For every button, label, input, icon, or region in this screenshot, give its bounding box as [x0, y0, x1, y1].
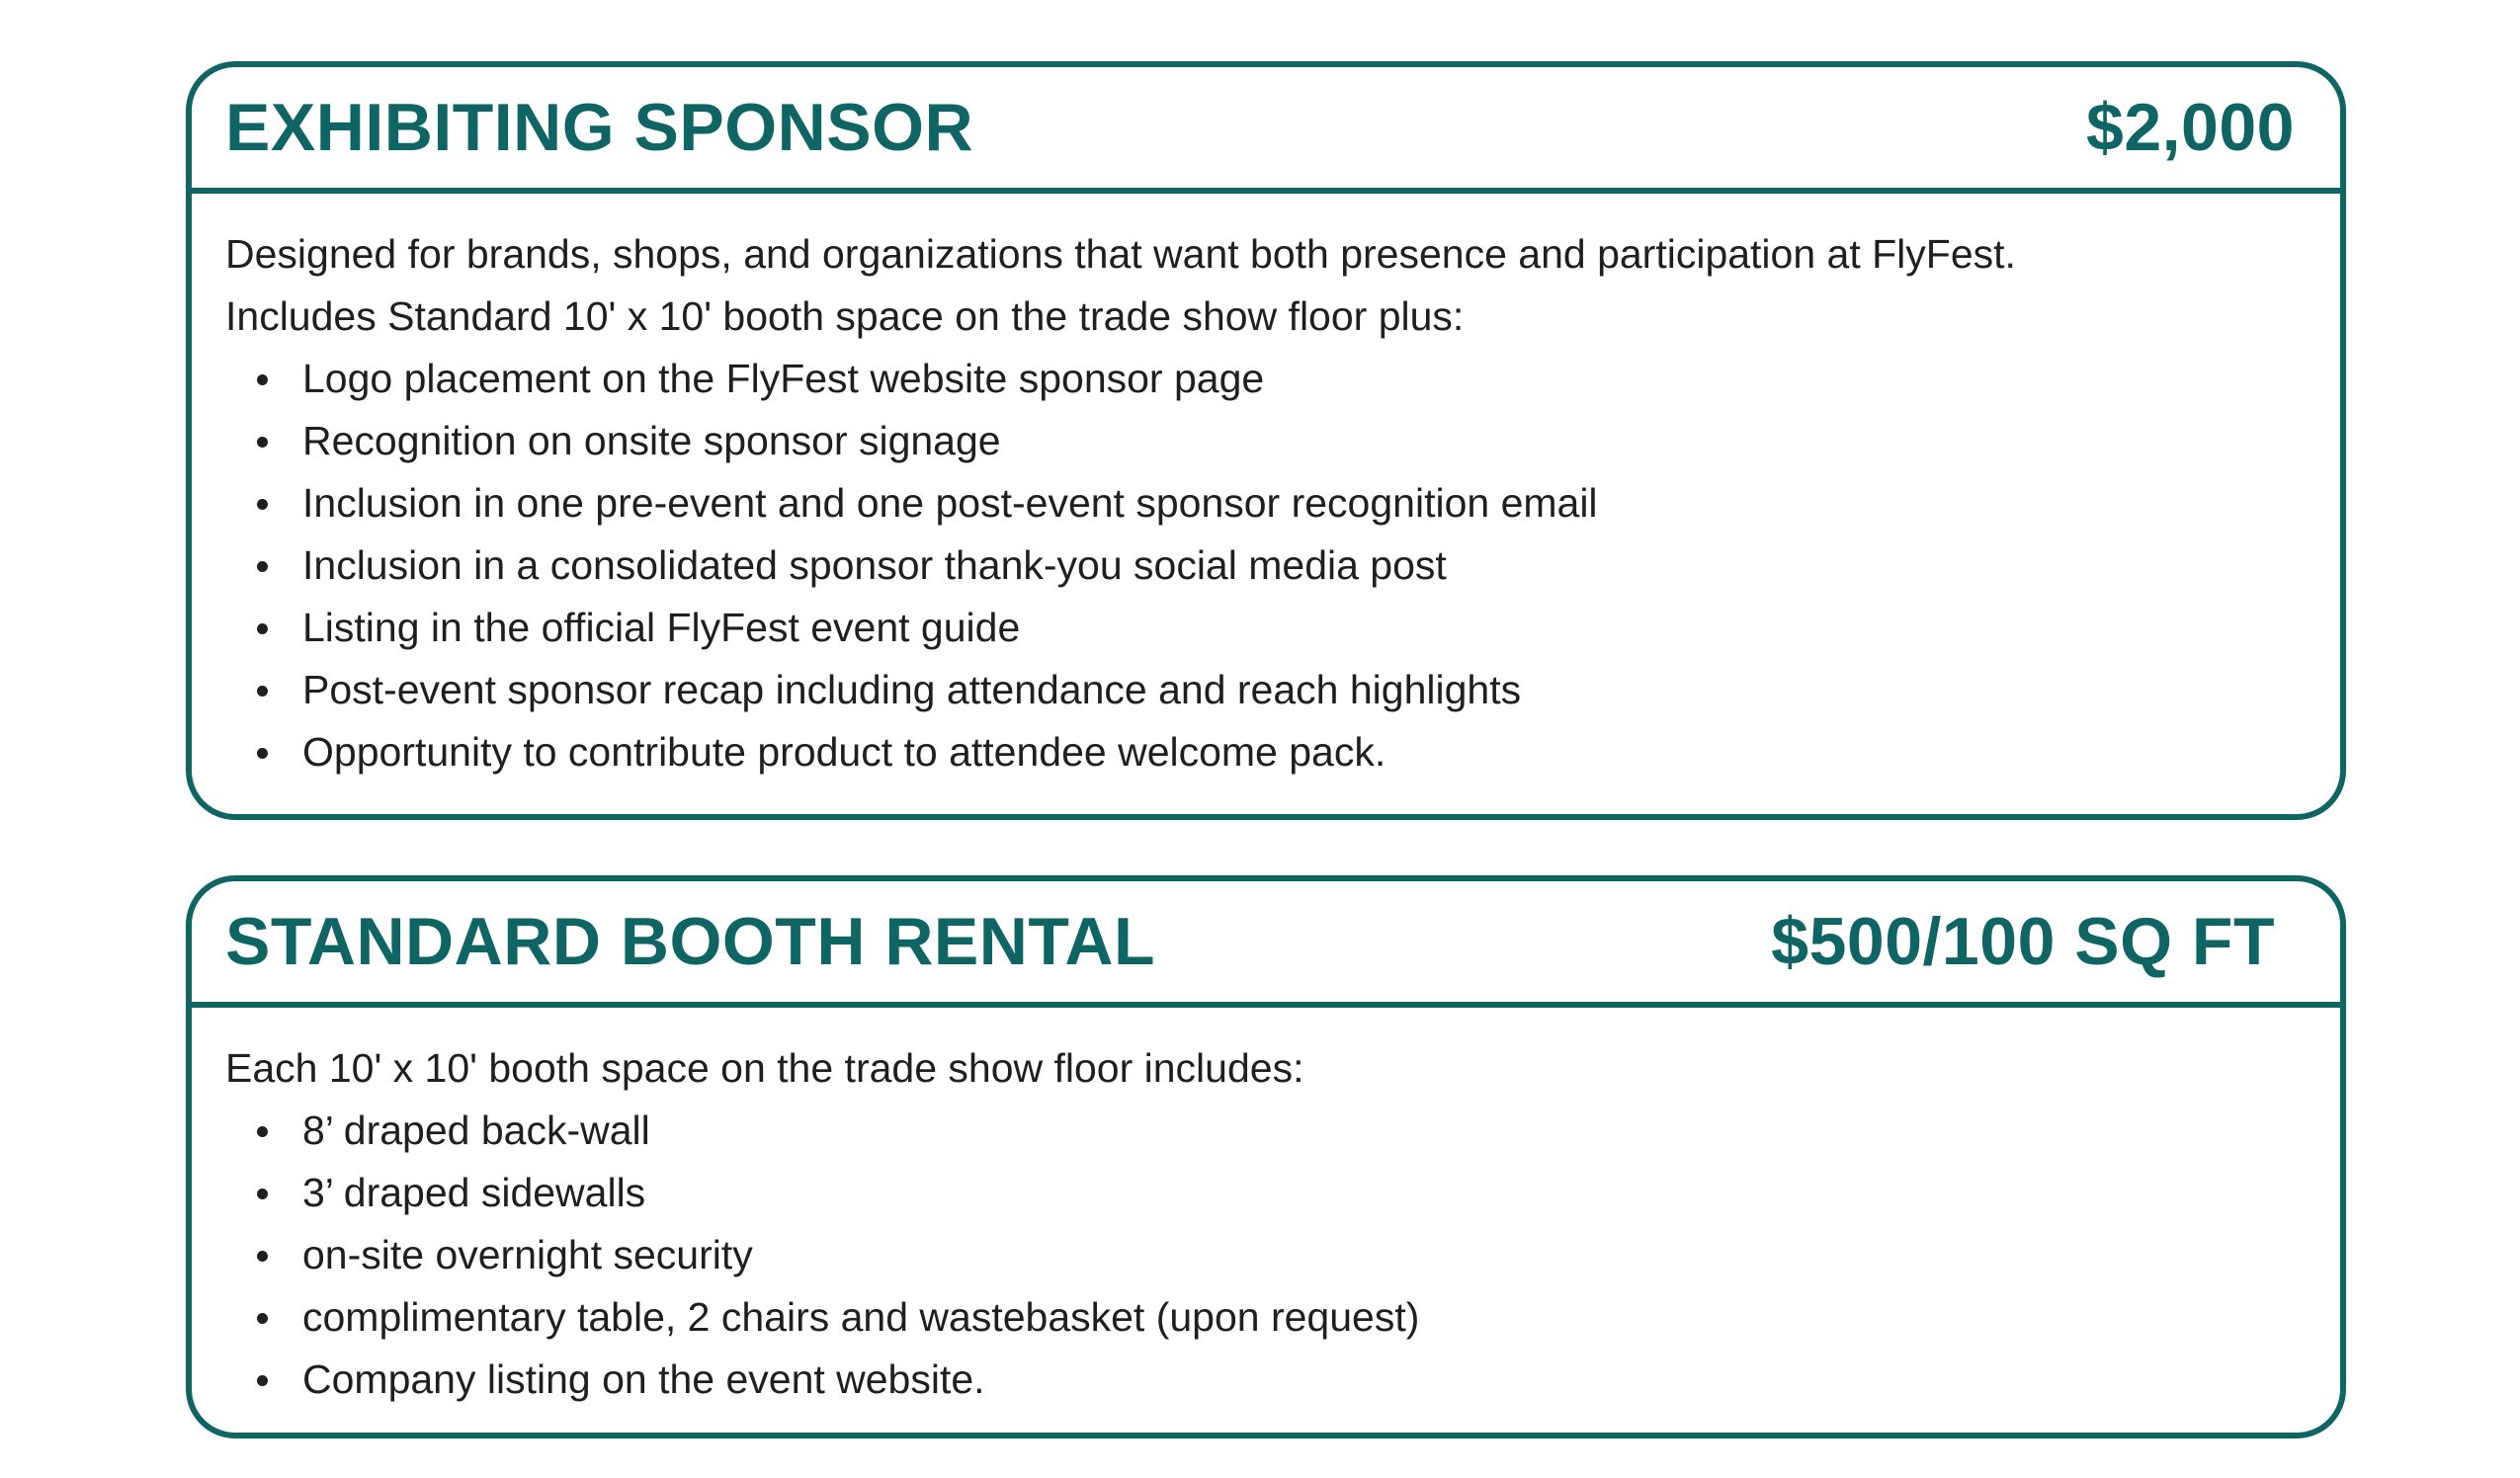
list-item-text: Inclusion in a consolidated sponsor thank-you social media post: [302, 542, 1447, 588]
card-price: $500/100 SQ FT: [1771, 904, 2275, 979]
card-price: $2,000: [2086, 90, 2295, 165]
list-item-text: 8’ draped back-wall: [302, 1108, 650, 1153]
bullet-icon: [257, 1189, 268, 1199]
bullet-icon: [257, 1313, 268, 1324]
bullet-icon: [257, 748, 268, 759]
bullet-icon: [257, 374, 268, 385]
bullet-icon: [257, 686, 268, 697]
list-item-text: Post-event sponsor recap including attendance and reach highlights: [302, 667, 1522, 712]
list-item: [225, 1349, 2301, 1411]
list-item-text: Recognition on onsite sponsor signage: [302, 418, 1001, 463]
list-item: [225, 659, 2301, 721]
list-item: [225, 1100, 2301, 1162]
list-item-text: Inclusion in one pre-event and one post-event sponsor recognition email: [302, 480, 1598, 526]
card-body: [225, 223, 2301, 783]
standard-booth-rental-card: [186, 875, 2346, 1438]
list-item-text: 3’ draped sidewalls: [302, 1170, 646, 1215]
bullet-icon: [257, 1126, 268, 1137]
inclusions-list: [225, 1100, 2301, 1411]
list-item: [225, 472, 2301, 534]
list-item: [225, 1162, 2301, 1224]
list-item-text: on-site overnight security: [302, 1232, 753, 1277]
bullet-icon: [257, 623, 268, 634]
bullet-icon: [257, 561, 268, 572]
list-item: [225, 410, 2301, 472]
list-item: [225, 534, 2301, 597]
list-item: [225, 597, 2301, 659]
list-item: [225, 721, 2301, 783]
list-item-text: complimentary table, 2 chairs and wastebasket (upon request): [302, 1294, 1420, 1340]
bullet-icon: [257, 1251, 268, 1262]
bullet-icon: [257, 499, 268, 510]
benefits-list: [225, 348, 2301, 783]
card-body: [225, 1037, 2301, 1411]
exhibiting-sponsor-card: [186, 61, 2346, 820]
list-item-text: Opportunity to contribute product to attendee welcome pack.: [302, 729, 1386, 775]
card-header: [192, 881, 2340, 1008]
intro-line: Each 10' x 10' booth space on the trade show floor includes:: [225, 1045, 1304, 1091]
bullet-icon: [257, 1375, 268, 1386]
intro-line: Designed for brands, shops, and organizations that want both presence and participation at FlyFest.: [225, 231, 2016, 277]
list-item-text: Company listing on the event website.: [302, 1356, 985, 1402]
card-header: [192, 67, 2340, 194]
card-title: STANDARD BOOTH RENTAL: [225, 904, 1156, 979]
card-title: EXHIBITING SPONSOR: [225, 90, 974, 165]
list-item-text: Logo placement on the FlyFest website sponsor page: [302, 356, 1265, 401]
bullet-icon: [257, 437, 268, 448]
list-item-text: Listing in the official FlyFest event guide: [302, 605, 1021, 650]
list-item: [225, 1224, 2301, 1286]
list-item: [225, 348, 2301, 410]
intro-line: Includes Standard 10' x 10' booth space on the trade show floor plus:: [225, 293, 1465, 339]
list-item: [225, 1286, 2301, 1349]
